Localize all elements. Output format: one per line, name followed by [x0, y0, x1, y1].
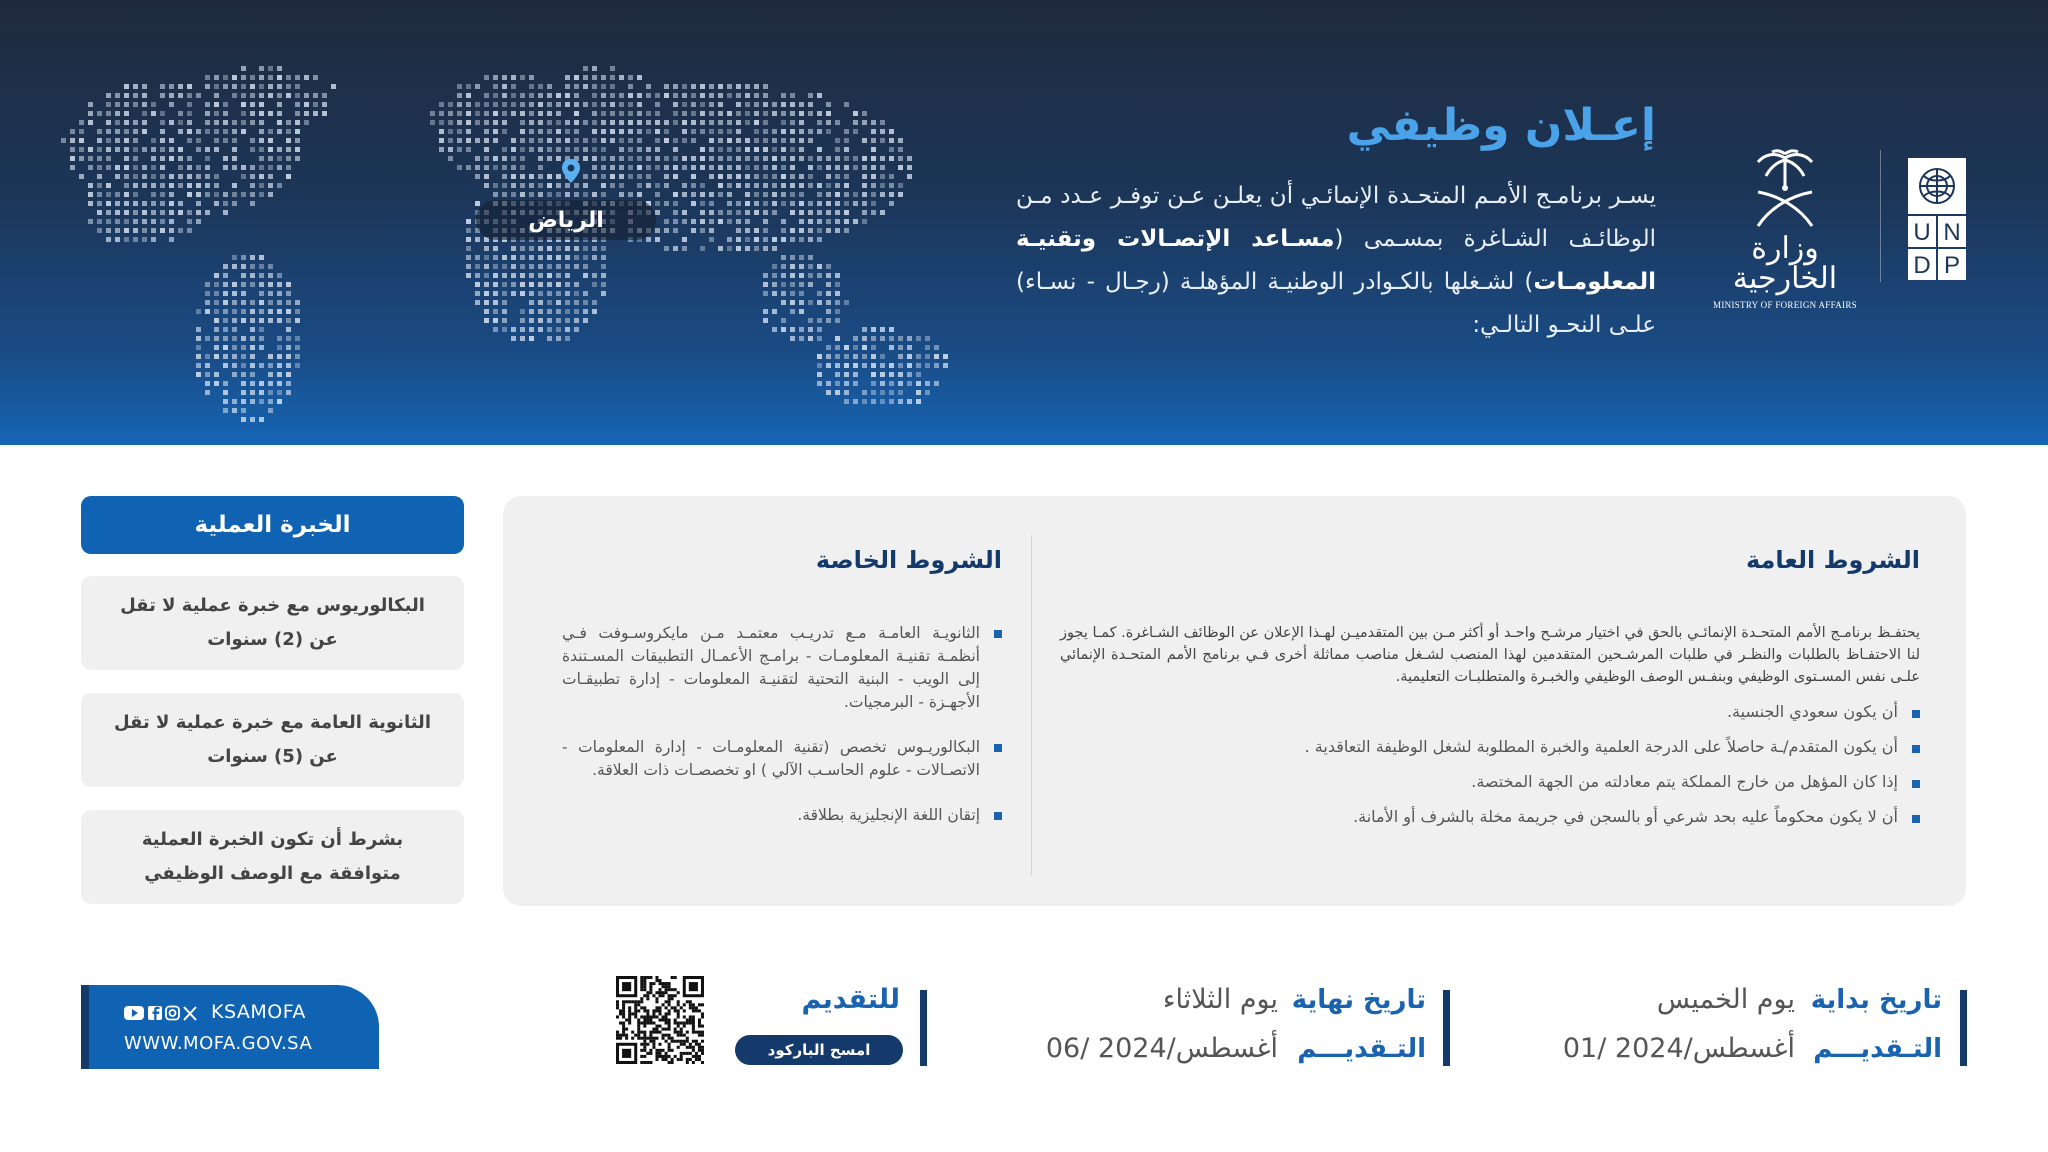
facebook-icon[interactable] [148, 1006, 162, 1020]
start-label-line2: التـقديـــم [1813, 1034, 1942, 1064]
map-city-label: الرياض [476, 200, 656, 240]
intro-text-part2: ) لشـغلها بالكـوادر الوطنيـة المؤهلـة (رجـال - نسـاء) علـى النحـو التالـي: [1016, 269, 1656, 338]
intro-text-part1: يسـر برنامـج الأمـم المتحـدة الإنمائـي أن يعلـن عـن توفـر عـدد مـن الوظائـف الشـاغرة بمسـمى ( [1016, 183, 1656, 252]
end-label-line2: التـقديـــم [1297, 1034, 1426, 1064]
location-pin-icon [560, 158, 582, 184]
list-item: الثانويـة العامـة مـع تدريـب معتمـد مـن مايكروسـوفت فـي أنظمـة تقنيـة المعلومـات - برامـج الأعمـال التطبيقات المسـتندة إلى الويب - البنية التحتية لتقنيـة المعلومات - إدارة تطبيقـات الأجهـزة - البرمجيات. [562, 622, 1002, 714]
experience-text: بشرط أن تكون الخبرة العملية متوافقة مع الوصف الوظيفي [141, 829, 404, 884]
job-title-highlight: مسـاعد الإتصـالات وتقنيـة المعلومـات [1016, 226, 1656, 295]
mofa-english-name: MINISTRY OF FOREIGN AFFAIRS [1713, 300, 1857, 310]
panel-divider [1031, 535, 1032, 875]
end-label-line1: تاريخ نهاية [1291, 985, 1426, 1015]
general-conditions-paragraph: يحتفـظ برنامـج الأمم المتحـدة الإنمائـي بالحق في اختيار مرشـح واحـد أو أكثر مـن بين المتقدميـن لهـذا الإعلان عن الوظائف الشـاغرة. كمـا يجوز لنا الاحتفـاظ بالطلبات والنظـر في طلبات المرشـحين المتقدمين لهذا المنصب لشـغل مناصب مماثلة أخرى فـي برنامج الأمم المتحـدة الإنمائي علـى نفس المسـتوى الوظيفي وبنفـس الوصف الوظيفي والخبـرة والمتطلبـات التعليمية. [1060, 625, 1920, 685]
start-date-bar [1960, 990, 1967, 1066]
social-icons [124, 1004, 200, 1022]
social-handle[interactable]: KSAMOFA [211, 1001, 306, 1023]
palm-swords-emblem-icon [1750, 148, 1820, 234]
experience-card [81, 576, 464, 670]
end-date-bar [1443, 990, 1450, 1066]
apply-label: للتقديم [801, 984, 900, 1015]
website-link[interactable]: WWW.MOFA.GOV.SA [124, 1033, 313, 1054]
experience-card [81, 810, 464, 904]
list-item: أن لا يكون محكوماً عليه بحد شرعي أو بالسجن في جريمة مخلة بالشرف أو الأمانة. [1060, 807, 1920, 842]
experience-card [81, 693, 464, 787]
youtube-icon[interactable] [124, 1006, 144, 1020]
general-conditions-title: الشروط العامة [1746, 546, 1920, 574]
experience-text: البكالوريوس مع خبرة عملية لا تقل عن (2) سنوات [120, 595, 425, 650]
end-day: يوم الثلاثاء [1162, 984, 1278, 1015]
header-banner [0, 0, 2048, 445]
experience-text: الثانوية العامة مع خبرة عملية لا تقل عن (5) سنوات [113, 712, 431, 767]
qr-code-icon[interactable] [616, 976, 704, 1064]
list-item: أن يكون سعودي الجنسية. [1060, 702, 1920, 737]
experience-title: الخبرة العملية [81, 496, 464, 554]
start-day: يوم الخميس [1656, 984, 1795, 1015]
special-conditions-title: الشروط الخاصة [815, 546, 1002, 574]
x-twitter-icon[interactable] [184, 1007, 196, 1020]
mofa-arabic-name: وزارة الخارجية [1732, 231, 1838, 296]
list-item: أن يكون المتقدم/ـة حاصلاً على الدرجة العلمية والخبرة المطلوبة لشغل الوظيفة التعاقدية . [1060, 737, 1920, 772]
start-date: 01/ أغسطس/2024 [1562, 1033, 1795, 1064]
list-item: إتقان اللغة الإنجليزية بطلاقة. [562, 804, 1002, 827]
undp-letter-u: U [1913, 219, 1931, 246]
general-conditions-list [1060, 702, 1920, 842]
undp-letter-n: N [1943, 219, 1961, 246]
page-title: إعـلان وظيفي [1346, 100, 1656, 151]
list-item: إذا كان المؤهل من خارج المملكة يتم معادلته من الجهة المختصة. [1060, 772, 1920, 807]
logo-separator [1880, 150, 1881, 282]
intro-paragraph [1016, 175, 1656, 347]
special-conditions-list [562, 622, 1002, 849]
undp-letter-p: P [1943, 252, 1961, 279]
apply-bar [920, 990, 927, 1066]
instagram-icon[interactable] [166, 1007, 179, 1020]
end-date: 06/ أغسطس/2024 [1045, 1033, 1278, 1064]
mofa-logo [1710, 148, 1860, 310]
undp-logo [1908, 158, 1966, 280]
undp-letter-d: D [1913, 252, 1931, 279]
start-label-line1: تاريخ بداية [1810, 985, 1942, 1015]
social-box [81, 985, 379, 1069]
scan-barcode-badge: امسح الباركود [735, 1035, 903, 1065]
social-box-accent [81, 985, 89, 1069]
list-item: البكالوريـوس تخصص (تقنية المعلومـات - إدارة المعلومات - الاتصـالات - علوم الحاسـب الآلي ) او تخصصـات ذات العلاقة. [562, 736, 1002, 782]
